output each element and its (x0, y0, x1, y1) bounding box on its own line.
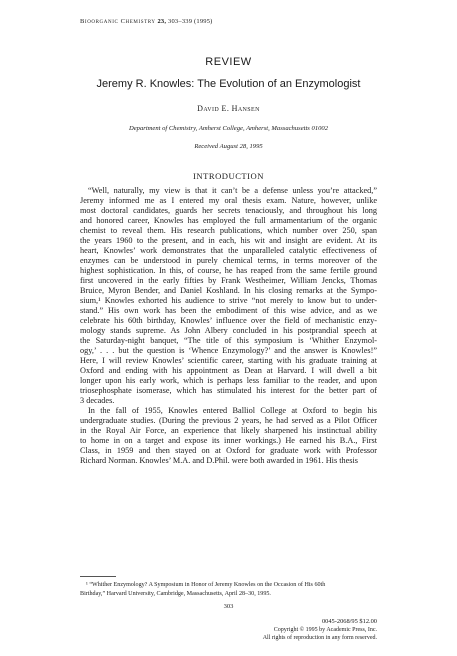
body-line: the years 1960 to the present, and in each, his wit and insight are evident. At its (80, 236, 377, 245)
copyright-notice: Copyright © 1995 by Academic Press, Inc. (273, 627, 377, 633)
body-line: most doctoral candidates, guards her secrets tenaciously, and throughout his long (80, 206, 377, 215)
body-line: longer upon his early work, which is perhaps less familiar to the reader, and upon (80, 376, 377, 385)
journal-name: Bioorganic Chemistry (80, 18, 156, 25)
journal-header (80, 18, 213, 25)
body-line: Jeremy informed me as I entered my oral thesis exam. Nature, however, unlike (80, 196, 377, 205)
body-line: celebrate his 60th birthday, Knowles’ influence over the field of mechanistic enzy- (80, 316, 377, 325)
author-affiliation: Department of Chemistry, Amherst College, Amherst, Massachusetts 01002 (128, 125, 329, 132)
body-line: “Well, naturally, my view is that it can’t be a defense unless you’re attacked,” (88, 186, 377, 195)
body-line: undergraduate studies. (During the previous 2 years, he had served as a Pilot Officer (80, 416, 377, 425)
body-line: In the fall of 1955, Knowles entered Balliol College at Oxford to begin his (88, 406, 377, 415)
body-line: chemist to reveal them. His research publications, which number over 250, span (80, 226, 377, 235)
body-line: mology stands supreme. As John Albery concluded in his postprandial speech at (80, 326, 377, 335)
author-name: David E. Hansen (197, 104, 260, 113)
body-line: heart, Knowles’ work demonstrates that the unparalleled catalytic effectiveness of (80, 246, 377, 255)
footnote-rule (80, 576, 116, 577)
body-line: Here, I will review Knowles’ scientific career, starting with his graduate training at (80, 356, 377, 365)
journal-pages-year: 303–339 (1995) (168, 18, 213, 25)
body-line: Oxford and ending with his appointment as Dean at Harvard. I will dwell a bit (80, 366, 377, 375)
body-line: ogy,’ . . . but the question is ‘Whence Enzymology?’ and the answer is Knowles!” (80, 346, 377, 355)
body-line: sium,¹ Knowles exhorted his audience to strive “not merely to know but to under- (80, 296, 377, 305)
article-title: Jeremy R. Knowles: The Evolution of an Enzymologist (96, 78, 361, 90)
footnote-line: ¹ “Whither Enzymology? A Symposium in Honor of Jeremy Knowles on the Occasion of His 60th (86, 582, 326, 588)
body-line: Bruice, Myron Bender, and Daniel Koshland. In his closing remarks at the Sympo- (80, 286, 377, 295)
body-line: first uncovered in the early fifties by Frank Westheimer, William Jencks, Thomas (80, 276, 377, 285)
body-line: to home in on a target and expose its inner workings.) He earned his B.A., First (80, 436, 377, 445)
footnote-line: Birthday,” Harvard University, Cambridge, Massachusetts, April 28–30, 1995. (80, 590, 271, 597)
body-line: highest sophistication. In this, of course, he has reaped from the same fertile ground (80, 266, 377, 275)
body-line: the Saturday-night banquet, “The title of this symposium is ‘Whither Enzymol- (80, 336, 377, 345)
body-line: stand.” His own work has been the embodiment of this wise advice, and as we (80, 306, 377, 315)
section-heading: INTRODUCTION (193, 171, 264, 181)
received-date: Received August 28, 1995 (194, 143, 263, 150)
rights-notice: All rights of reproduction in any form reserved. (262, 635, 377, 641)
body-line: triosephosphate isomerase, which has stimulated his interest for the better part of (80, 386, 377, 395)
body-line: Class, in 1959 and then stayed on at Oxford for graduate work with Professor (80, 446, 377, 455)
body-line: and honored career, Knowles has employed the full armamentarium of the organic (80, 216, 377, 225)
body-line: Richard Norman. Knowles’ M.A. and D.Phil. were both awarded in 1961. His thesis (80, 456, 359, 465)
publisher-code: 0045-2068/95 $12.00 (321, 618, 377, 625)
article-type: REVIEW (205, 56, 252, 68)
body-line: in the Royal Air Force, an experience that likely sharpened his instinctual ability (80, 426, 377, 435)
journal-volume: 23, (157, 18, 167, 25)
body-line: 3 decades. (80, 396, 115, 405)
body-line: enzymes can be understood in purely chemical terms, in terms moreover of the (80, 256, 377, 265)
page-number: 303 (223, 603, 234, 610)
